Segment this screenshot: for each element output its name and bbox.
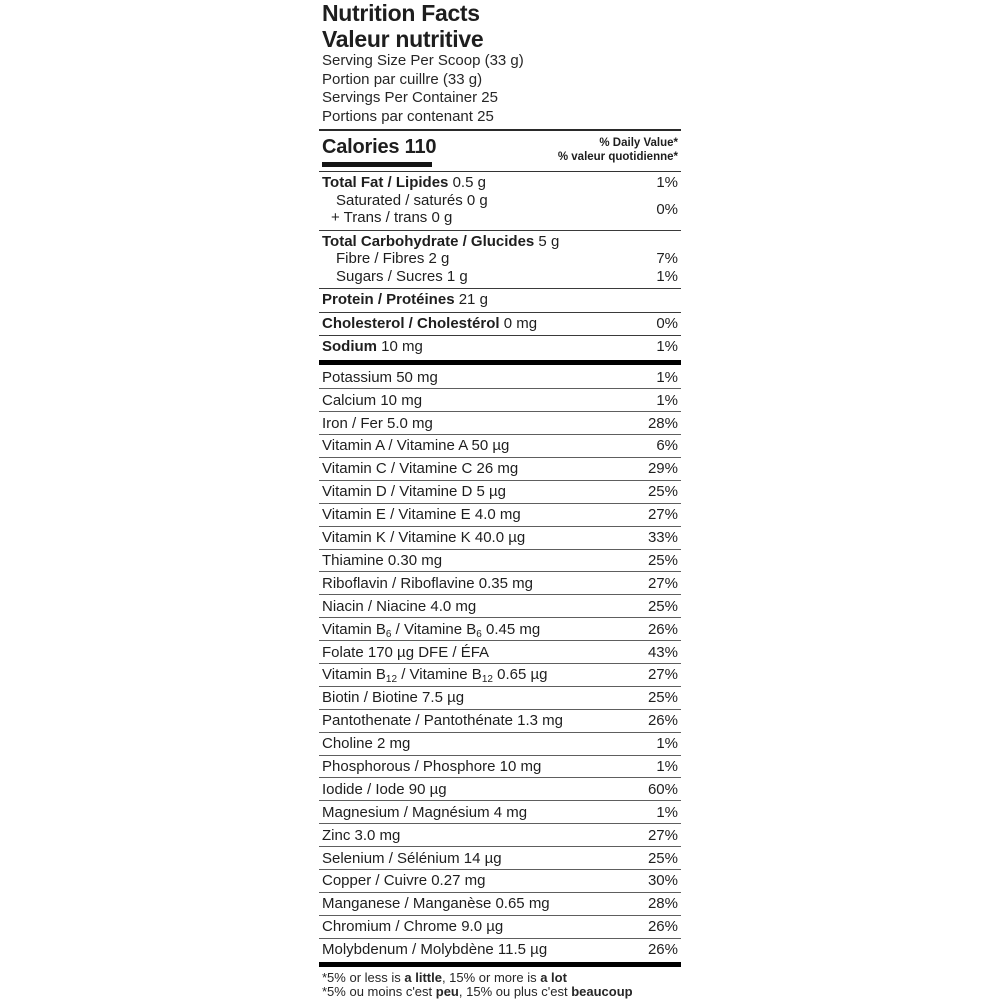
nutrient-section <box>319 172 681 230</box>
micronutrient-name: Choline 2 mg <box>322 735 411 753</box>
daily-value-cell: 43% <box>647 643 678 661</box>
nutrient-section <box>319 335 681 359</box>
micronutrient-name: Copper / Cuivre 0.27 mg <box>322 872 486 890</box>
nutrient-row <box>319 174 681 192</box>
nutrient-name: Total Carbohydrate / Glucides 5 g <box>322 232 560 250</box>
nutrition-facts-label <box>319 0 681 999</box>
micronutrient-name: Pantothenate / Pantothénate 1.3 mg <box>322 712 564 730</box>
nutrient-line: Saturated / saturés 0 g <box>336 191 488 209</box>
daily-value-cell: 25% <box>647 483 678 501</box>
micronutrient-name: Folate 170 µg DFE / ÉFA <box>322 643 490 661</box>
micronutrient-name: Vitamin E / Vitamine E 4.0 mg <box>322 506 521 524</box>
servings-per-container-fr: Portions par contenant 25 <box>322 107 494 125</box>
micronutrient-name: Chromium / Chrome 9.0 µg <box>322 918 504 936</box>
nutrient-name: Total Fat / Lipides 0.5 g <box>322 174 486 192</box>
nutrient-line: + Trans / trans 0 g <box>331 209 453 227</box>
micronutrient-row <box>319 756 681 779</box>
micronutrient-name: Vitamin D / Vitamine D 5 µg <box>322 483 506 501</box>
daily-value-cell: 27% <box>647 666 678 684</box>
daily-value-cell: 28% <box>647 414 678 432</box>
daily-value-cell: 1% <box>656 391 678 409</box>
micronutrient-row <box>319 641 681 664</box>
footnote-en: *5% or less is a little, 15% or more is a lot <box>322 970 567 986</box>
micronutrient-row <box>319 412 681 435</box>
daily-value-cell: 27% <box>647 506 678 524</box>
daily-value-header-en: % Daily Value* <box>599 137 678 150</box>
daily-value-header <box>558 136 678 164</box>
micronutrient-name: Vitamin K / Vitamine K 40.0 µg <box>322 529 526 547</box>
micronutrient-row <box>319 481 681 504</box>
daily-value-cell: 0% <box>656 200 678 218</box>
micronutrient-name: Potassium 50 mg <box>322 368 438 386</box>
micronutrient-row <box>319 550 681 573</box>
daily-value-cell: 1% <box>656 368 678 386</box>
label-title-en: Nutrition Facts <box>322 0 480 26</box>
micronutrient-name: Vitamin $B_{12}$ / Vitamine $B_{12}$ 0.65 µg <box>322 666 548 686</box>
micronutrient-name: Molybdenum / Molybdène 11.5 µg <box>322 941 548 959</box>
daily-value-cell: 33% <box>647 529 678 547</box>
daily-value-cell: 26% <box>647 712 678 730</box>
micronutrient-name: Vitamin A / Vitamine A 50 µg <box>322 437 510 455</box>
daily-value-cell: 1% <box>656 338 678 356</box>
micronutrient-row <box>319 939 681 961</box>
sodium-divider-bar <box>319 360 681 366</box>
nutrient-name: Fibre / Fibres 2 g <box>336 250 450 268</box>
micronutrient-row <box>319 504 681 527</box>
micronutrient-row <box>319 458 681 481</box>
serving-info <box>319 52 681 126</box>
micronutrient-row <box>319 801 681 824</box>
nutrient-row <box>319 233 681 251</box>
daily-value-cell: 25% <box>647 551 678 569</box>
daily-value-cell: 1% <box>656 174 678 192</box>
micronutrient-row <box>319 847 681 870</box>
nutrient-section <box>319 288 681 312</box>
daily-value-cell: 25% <box>647 597 678 615</box>
micronutrient-name: Riboflavin / Riboflavine 0.35 mg <box>322 574 533 592</box>
micronutrient-row <box>319 710 681 733</box>
calories-underline <box>322 162 432 167</box>
micronutrient-row <box>319 893 681 916</box>
micronutrient-row <box>319 824 681 847</box>
calories-block <box>319 131 681 172</box>
daily-value-cell: 29% <box>647 460 678 478</box>
label-title-fr: Valeur nutritive <box>322 26 484 52</box>
micronutrient-row <box>319 389 681 412</box>
micronutrient-name: Phosphorous / Phosphore 10 mg <box>322 757 542 775</box>
micronutrient-name: Selenium / Sélénium 14 µg <box>322 849 502 867</box>
nutrient-row <box>319 250 681 268</box>
micronutrient-name: Biotin / Biotine 7.5 µg <box>322 689 465 707</box>
micronutrient-row <box>319 778 681 801</box>
serving-size-en: Serving Size Per Scoop (33 g) <box>322 52 524 69</box>
serving-size-fr: Portion par cuillre (33 g) <box>322 70 483 88</box>
daily-value-cell: 1% <box>656 803 678 821</box>
nutrient-name: Sodium 10 mg <box>322 338 423 356</box>
macronutrient-sections <box>319 172 681 359</box>
daily-value-header-fr: % valeur quotidienne* <box>557 150 678 163</box>
daily-value-cell: 1% <box>656 757 678 775</box>
micronutrient-name: Iodide / Iode 90 µg <box>322 780 447 798</box>
daily-value-cell: 6% <box>656 437 678 455</box>
daily-value-cell: 28% <box>647 895 678 913</box>
nutrient-name: Sugars / Sucres 1 g <box>336 267 468 285</box>
micronutrient-row <box>319 733 681 756</box>
micronutrient-name: Calcium 10 mg <box>322 391 423 409</box>
micronutrient-name: Vitamin $B_6$ / Vitamine $B_6$ 0.45 mg <box>322 620 541 640</box>
micronutrient-row <box>319 618 681 641</box>
nutrient-section <box>319 230 681 289</box>
micronutrient-name: Niacin / Niacine 4.0 mg <box>322 597 477 615</box>
micronutrient-name: Thiamine 0.30 mg <box>322 551 443 569</box>
nutrient-name: Cholesterol / Cholestérol 0 mg <box>322 314 538 332</box>
micronutrient-name: Iron / Fer 5.0 mg <box>322 414 433 432</box>
micronutrient-table <box>319 366 681 960</box>
micronutrient-row <box>319 870 681 893</box>
calories-label: Calories 110 <box>322 136 437 159</box>
nutrient-row <box>319 338 681 356</box>
nutrient-row <box>319 291 681 309</box>
calories-value <box>322 136 436 167</box>
daily-value-cell: 26% <box>647 941 678 959</box>
daily-value-cell: 27% <box>647 826 678 844</box>
footnote-fr: *5% ou moins c'est peu, 15% ou plus c'est beaucoup <box>322 984 633 1000</box>
micronutrient-name: Manganese / Manganèse 0.65 mg <box>322 895 550 913</box>
daily-value-cell: 27% <box>647 574 678 592</box>
micronutrient-row <box>319 664 681 687</box>
daily-value-cell: 0% <box>656 314 678 332</box>
bottom-divider-bar <box>319 962 681 968</box>
micronutrient-row <box>319 916 681 939</box>
servings-per-container-en: Servings Per Container 25 <box>322 89 498 107</box>
micronutrient-row <box>319 435 681 458</box>
micronutrient-row <box>319 572 681 595</box>
nutrient-row <box>319 268 681 286</box>
micronutrient-name: Magnesium / Magnésium 4 mg <box>322 803 528 821</box>
footnotes <box>319 968 681 999</box>
daily-value-cell: 7% <box>656 250 678 268</box>
daily-value-cell: 26% <box>647 620 678 638</box>
nutrient-row <box>319 315 681 333</box>
daily-value-cell: 25% <box>647 689 678 707</box>
daily-value-cell: 26% <box>647 918 678 936</box>
nutrient-section <box>319 312 681 336</box>
daily-value-cell: 60% <box>647 780 678 798</box>
micronutrient-row <box>319 366 681 389</box>
daily-value-cell: 1% <box>656 735 678 753</box>
daily-value-cell: 25% <box>647 849 678 867</box>
daily-value-cell: 1% <box>656 267 678 285</box>
nutrient-name: Protein / Protéines 21 g <box>322 291 488 309</box>
nutrient-row <box>319 192 681 227</box>
micronutrient-name: Zinc 3.0 mg <box>322 826 401 844</box>
micronutrient-row <box>319 527 681 550</box>
micronutrient-row <box>319 687 681 710</box>
nutrient-name <box>322 192 488 227</box>
micronutrient-row <box>319 595 681 618</box>
micronutrient-name: Vitamin C / Vitamine C 26 mg <box>322 460 519 478</box>
daily-value-cell: 30% <box>647 872 678 890</box>
